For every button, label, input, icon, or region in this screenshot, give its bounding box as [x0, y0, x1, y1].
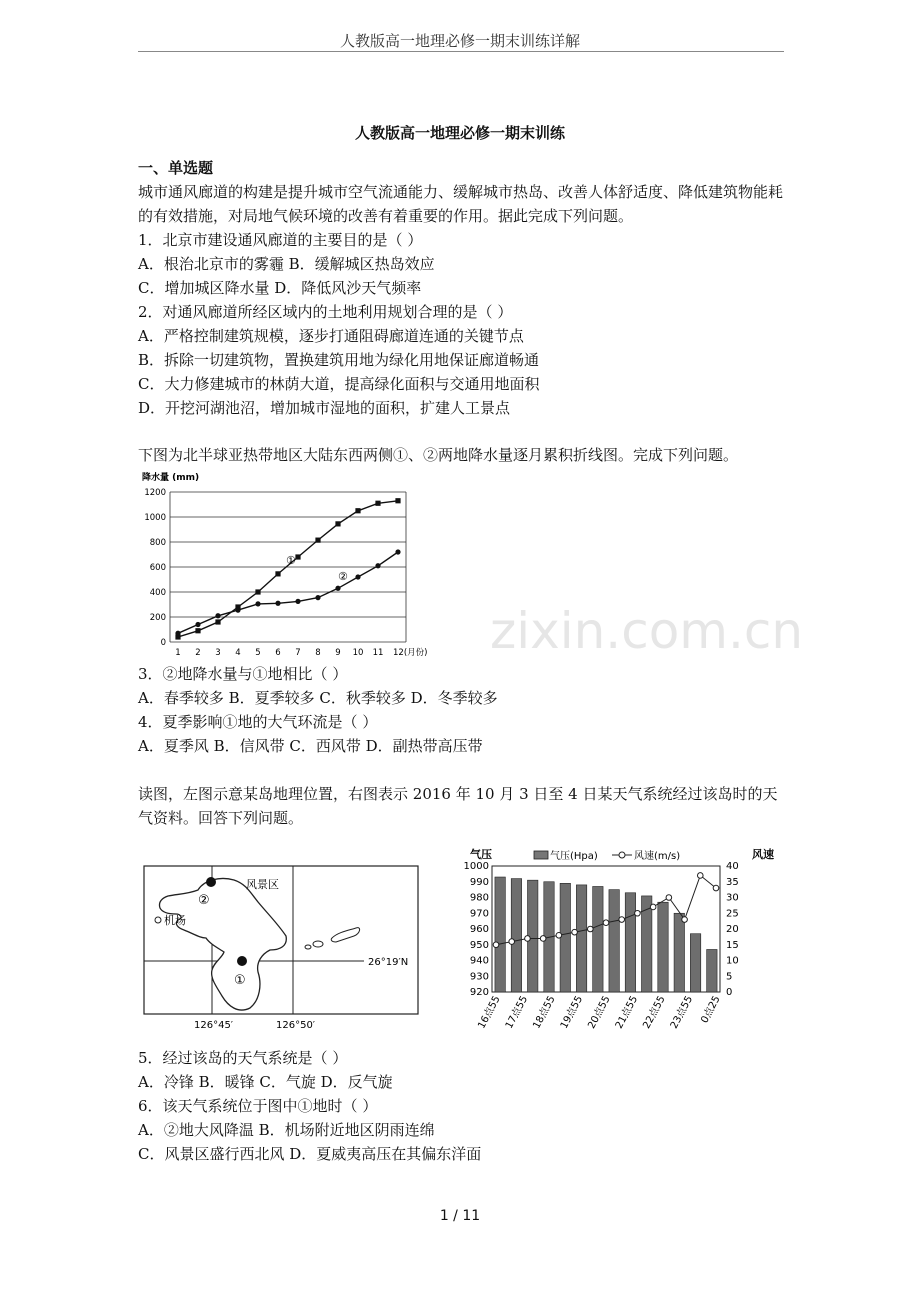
pressure-tick-label: 920	[469, 987, 489, 998]
page-number: 1 / 11	[439, 1208, 481, 1224]
wind-tick-label: 30	[726, 892, 739, 904]
precip-ytick-label: 1200	[144, 488, 166, 498]
airport-marker	[155, 917, 161, 923]
series-1-point	[355, 508, 360, 513]
wind-tick-label: 15	[726, 939, 739, 951]
wind-tick-label: 20	[726, 924, 739, 935]
latitude-label: 26°19′N	[368, 957, 409, 968]
time-label: 16点55	[476, 994, 503, 1031]
q1-options-ab: A．根治北京市的雾霾 B．缓解城区热岛效应	[138, 255, 435, 273]
q6-stem: 6．该天气系统位于图中①地时（ ）	[138, 1097, 378, 1115]
time-label: 0点25	[699, 994, 723, 1026]
series-1-point	[395, 498, 400, 503]
q4-stem: 4．夏季影响①地的大气环流是（ ）	[138, 713, 378, 731]
scenic-area-label: 风景区	[246, 878, 279, 891]
precip-xtick-label: 5	[255, 648, 261, 658]
pressure-tick-label: 980	[469, 892, 489, 904]
series-1-point	[335, 521, 340, 526]
precip-ytick-label: 600	[149, 563, 166, 573]
series-2-point	[295, 599, 300, 604]
point-1-dot	[237, 956, 247, 966]
precip-xtick-label: 12(月份)	[393, 648, 428, 658]
precip-ytick-label: 0	[160, 638, 166, 648]
series-2-point	[175, 631, 180, 636]
pressure-bar	[674, 913, 684, 992]
series-1-point	[215, 619, 220, 624]
series-2-point	[315, 595, 320, 600]
q2-option-b: B．拆除一切建筑物，置换建筑用地为绿化用地保证廊道畅通	[138, 351, 540, 369]
island-map	[138, 858, 426, 1032]
longitude-label-2: 126°50′	[276, 1020, 316, 1031]
pressure-bar	[560, 883, 570, 992]
time-label: 18点55	[531, 994, 558, 1031]
precip-xtick-label: 8	[315, 648, 321, 658]
precip-ytick-label: 200	[149, 613, 166, 623]
precip-xtick-label: 10	[352, 648, 364, 658]
wind-speed-point	[603, 920, 609, 926]
header-rule	[138, 51, 784, 52]
series-2-point	[355, 574, 360, 579]
section-heading: 一、单选题	[138, 159, 214, 177]
document-title: 人教版高一地理必修一期末训练	[354, 124, 565, 142]
precip-xtick-label: 6	[275, 648, 281, 658]
point-2-label: ②	[198, 893, 210, 908]
weather-plot-frame	[492, 866, 720, 992]
precip-ylabel: 降水量 (mm)	[142, 473, 200, 483]
longitude-label-1: 126°45′	[194, 1020, 234, 1031]
series-2-point	[235, 608, 240, 613]
intro-paragraph-1: 城市通风廊道的构建是提升城市空气流通能力、缓解城市热岛、改善人体舒适度、降低建筑物能耗的有效措施，对局地气候环境的改善有着重要的作用。据此完成下列问题。	[138, 183, 784, 225]
legend-wind-text: 风速(m/s)	[634, 851, 681, 862]
pressure-tick-label: 930	[469, 971, 489, 983]
precip-xtick-label: 9	[335, 648, 341, 658]
wind-speed-point	[697, 873, 703, 879]
series-1-line	[178, 501, 398, 637]
wind-speed-point	[493, 942, 499, 948]
q5-options: A．冷锋 B．暖锋 C．气旋 D．反气旋	[138, 1073, 393, 1091]
precip-xtick-label: 2	[195, 648, 201, 658]
series-1-point	[315, 538, 320, 543]
series-2-point	[375, 563, 380, 568]
q2-option-a: A．严格控制建筑规模，逐步打通阻碍廊道连通的关键节点	[138, 327, 524, 345]
series-1-point	[295, 554, 300, 559]
precip-xtick-label: 11	[372, 648, 384, 658]
precip-ytick-label: 1000	[144, 513, 166, 523]
series-2-point	[335, 586, 340, 591]
series-1-label: ①	[286, 554, 296, 567]
legend-pressure-text: 气压(Hpa)	[550, 851, 598, 862]
series-1-point	[195, 628, 200, 633]
series-1-point	[255, 589, 260, 594]
pressure-tick-label: 970	[469, 908, 489, 920]
pressure-tick-label: 1000	[463, 861, 489, 872]
islet-small-1	[313, 941, 323, 947]
intro-paragraph-2: 下图为北半球亚热带地区大陆东西两侧①、②两地降水量逐月累积折线图。完成下列问题。	[138, 446, 739, 464]
pressure-bar	[642, 896, 652, 992]
islet-small-2	[305, 945, 311, 949]
precip-xtick-label: 1	[175, 648, 181, 658]
pressure-bar	[593, 886, 603, 992]
point-1-label: ①	[234, 973, 246, 988]
series-2-point	[395, 549, 400, 554]
wind-tick-label: 5	[726, 971, 733, 983]
pressure-bar	[609, 890, 619, 992]
q2-option-c: C．大力修建城市的林荫大道，提高绿化面积与交通用地面积	[138, 375, 540, 393]
q3-stem: 3．②地降水量与①地相比（ ）	[138, 665, 348, 683]
wind-tick-label: 25	[726, 908, 739, 920]
precip-ytick-label: 400	[149, 588, 166, 598]
precip-xtick-label: 3	[215, 648, 221, 658]
wind-tick-label: 40	[726, 861, 739, 872]
series-1-point	[275, 571, 280, 576]
precip-xtick-label: 4	[235, 648, 241, 658]
series-1-point	[375, 501, 380, 506]
q6-options-cd: C．风景区盛行西北风 D．夏威夷高压在其偏东洋面	[138, 1145, 482, 1163]
pressure-bar	[495, 877, 505, 992]
wind-tick-label: 10	[726, 955, 739, 967]
time-label: 21点55	[613, 994, 641, 1031]
pressure-bar	[690, 934, 700, 992]
wind-speed-point	[682, 917, 688, 923]
pressure-bar	[658, 902, 668, 992]
q6-options-ab: A．②地大风降温 B．机场附近地区阴雨连绵	[138, 1121, 435, 1139]
wind-speed-point	[509, 939, 515, 945]
q5-stem: 5．经过该岛的天气系统是（ ）	[138, 1049, 348, 1067]
wind-speed-point	[619, 917, 625, 923]
q2-stem: 2．对通风廊道所经区域内的土地利用规划合理的是（ ）	[138, 303, 513, 321]
wind-speed-point	[635, 910, 641, 916]
precip-ytick-label: 800	[149, 538, 166, 548]
series-2-point	[215, 613, 220, 618]
wind-speed-point	[650, 904, 656, 910]
precipitation-chart	[138, 468, 438, 660]
wind-speed-point	[540, 936, 546, 942]
pressure-bar	[576, 885, 586, 992]
running-header: 人教版高一地理必修一期末训练详解	[339, 32, 580, 50]
wind-speed-point	[713, 885, 719, 891]
legend-pressure-swatch	[534, 851, 548, 859]
legend-wind-marker	[619, 852, 625, 858]
q3-options: A．春季较多 B．夏季较多 C．秋季较多 D．冬季较多	[138, 689, 498, 707]
wind-speed-point	[587, 926, 593, 932]
point-2-dot	[206, 877, 216, 887]
wind-axis-label: 风速	[752, 848, 774, 861]
pressure-tick-label: 940	[469, 955, 489, 967]
series-2-point	[255, 601, 260, 606]
pressure-bar	[511, 879, 521, 992]
wind-tick-label: 35	[726, 876, 739, 888]
wind-speed-point	[666, 895, 672, 901]
time-label: 23点55	[668, 994, 696, 1031]
pressure-bar	[707, 949, 717, 992]
time-label: 20点55	[586, 994, 613, 1031]
q4-options: A．夏季风 B．信风带 C．西风带 D．副热带高压带	[138, 737, 483, 755]
airport-label: 机场	[164, 914, 186, 927]
pressure-axis-label: 气压	[470, 848, 492, 861]
wind-speed-point	[525, 936, 531, 942]
precip-xtick-label: 7	[295, 648, 301, 658]
time-label: 22点55	[641, 994, 668, 1031]
intro-paragraph-3: 读图，左图示意某岛地理位置，右图表示 2016 年 10 月 3 日至 4 日某天气系统经过该岛时的天气资料。回答下列问题。	[138, 785, 778, 827]
pressure-tick-label: 990	[469, 876, 489, 888]
series-2-label: ②	[338, 570, 348, 583]
q1-stem: 1．北京市建设通风廊道的主要目的是（ ）	[138, 231, 423, 249]
wind-speed-point	[556, 933, 562, 939]
time-label: 17点55	[503, 994, 531, 1031]
wind-speed-point	[572, 929, 578, 935]
weather-chart	[462, 844, 780, 1034]
pressure-tick-label: 950	[469, 939, 489, 951]
series-2-point	[195, 622, 200, 627]
series-2-point	[275, 601, 280, 606]
time-label: 19点55	[558, 994, 586, 1031]
pressure-tick-label: 960	[469, 924, 489, 935]
wind-tick-label: 0	[726, 987, 733, 998]
q1-options-cd: C．增加城区降水量 D．降低风沙天气频率	[138, 279, 422, 297]
watermark: zixin.com.cn	[490, 602, 804, 660]
q2-option-d: D．开挖河湖池沼，增加城市湿地的面积，扩建人工景点	[138, 399, 511, 417]
pressure-bar	[625, 893, 635, 992]
